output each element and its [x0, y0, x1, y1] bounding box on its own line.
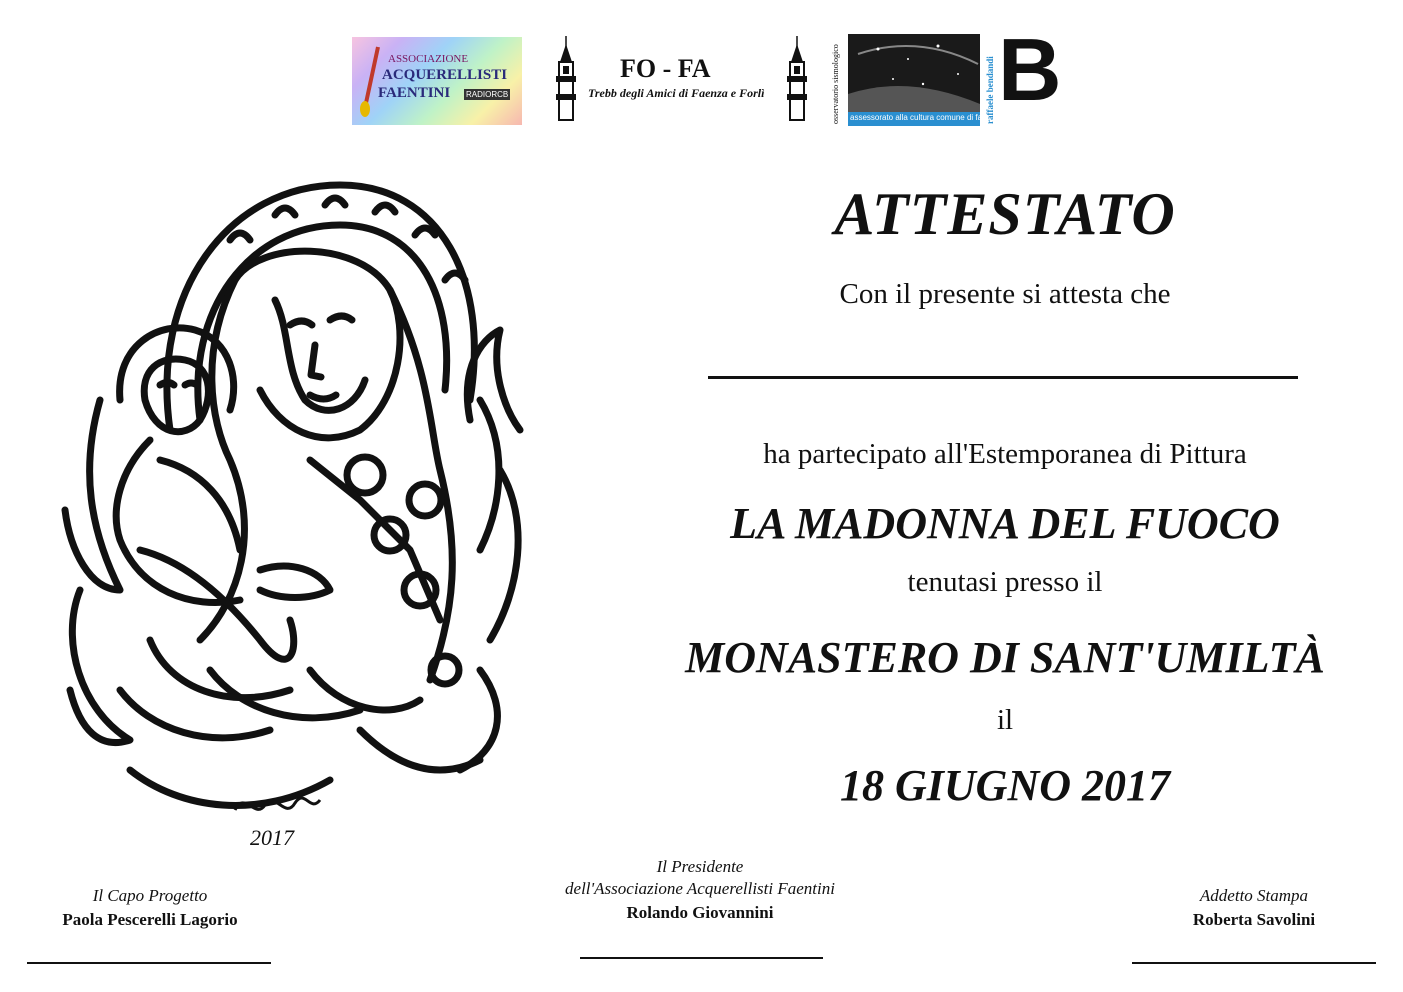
svg-text:raffaele bendandi: raffaele bendandi — [985, 56, 995, 124]
logo1-line3: FAENTINI — [378, 85, 451, 101]
signature-name: Rolando Giovannini — [626, 903, 774, 922]
certificate-intro: Con il presente si attesta che — [839, 278, 1171, 310]
signature-role-2: dell'Associazione Acquerellisti Faentini — [565, 879, 835, 898]
fofa-title: FO - FA — [620, 54, 711, 83]
held-at-text: tenutasi presso il — [907, 566, 1103, 598]
svg-text:osservatorio sismologico: osservatorio sismologico — [831, 44, 840, 124]
signature-presidente — [500, 857, 900, 923]
artist-signature-year: 2017 — [250, 825, 294, 850]
signature-line-1 — [27, 962, 271, 964]
event-name: LA MADONNA DEL FUOCO — [730, 499, 1280, 548]
certificate-title: ATTESTATO — [834, 181, 1176, 247]
logo1-line2: ACQUERELLISTI — [382, 67, 508, 83]
signature-capo-progetto — [20, 886, 280, 930]
fofa-subtitle: Trebb degli Amici di Faenza e Forlì — [588, 86, 765, 100]
madonna-del-fuoco-drawing — [60, 170, 540, 870]
tower-left-icon — [553, 36, 579, 122]
bendandi-bar-text: assessorato alla cultura comune di faenza — [850, 113, 1000, 122]
signature-addetto-stampa — [1124, 886, 1384, 930]
bendandi-vertical-right — [982, 36, 996, 126]
participation-text: ha partecipato all'Estemporanea di Pittura — [763, 438, 1247, 470]
signature-line-3 — [1132, 962, 1376, 964]
signature-role: Addetto Stampa — [1199, 886, 1309, 905]
signature-name: Paola Pescerelli Lagorio — [62, 910, 238, 929]
on-text: il — [996, 704, 1014, 736]
bendandi-vertical-left — [828, 36, 842, 126]
recipient-name-line — [708, 376, 1298, 379]
signature-role: Il Capo Progetto — [92, 886, 208, 905]
signature-role: Il Presidente — [656, 857, 744, 876]
event-date: 18 GIUGNO 2017 — [840, 761, 1170, 810]
bendandi-letter-logo: B — [998, 20, 1062, 119]
tower-right-icon — [784, 36, 810, 122]
venue-name: MONASTERO DI SANT'UMILTÀ — [685, 633, 1325, 682]
logo1-line1: ASSOCIAZIONE — [388, 53, 469, 65]
signature-name: Roberta Savolini — [1192, 910, 1316, 929]
signature-line-2 — [580, 957, 823, 959]
associazione-acquerellisti-logo — [352, 37, 522, 125]
logo1-badge: RADIORCB — [466, 90, 509, 99]
